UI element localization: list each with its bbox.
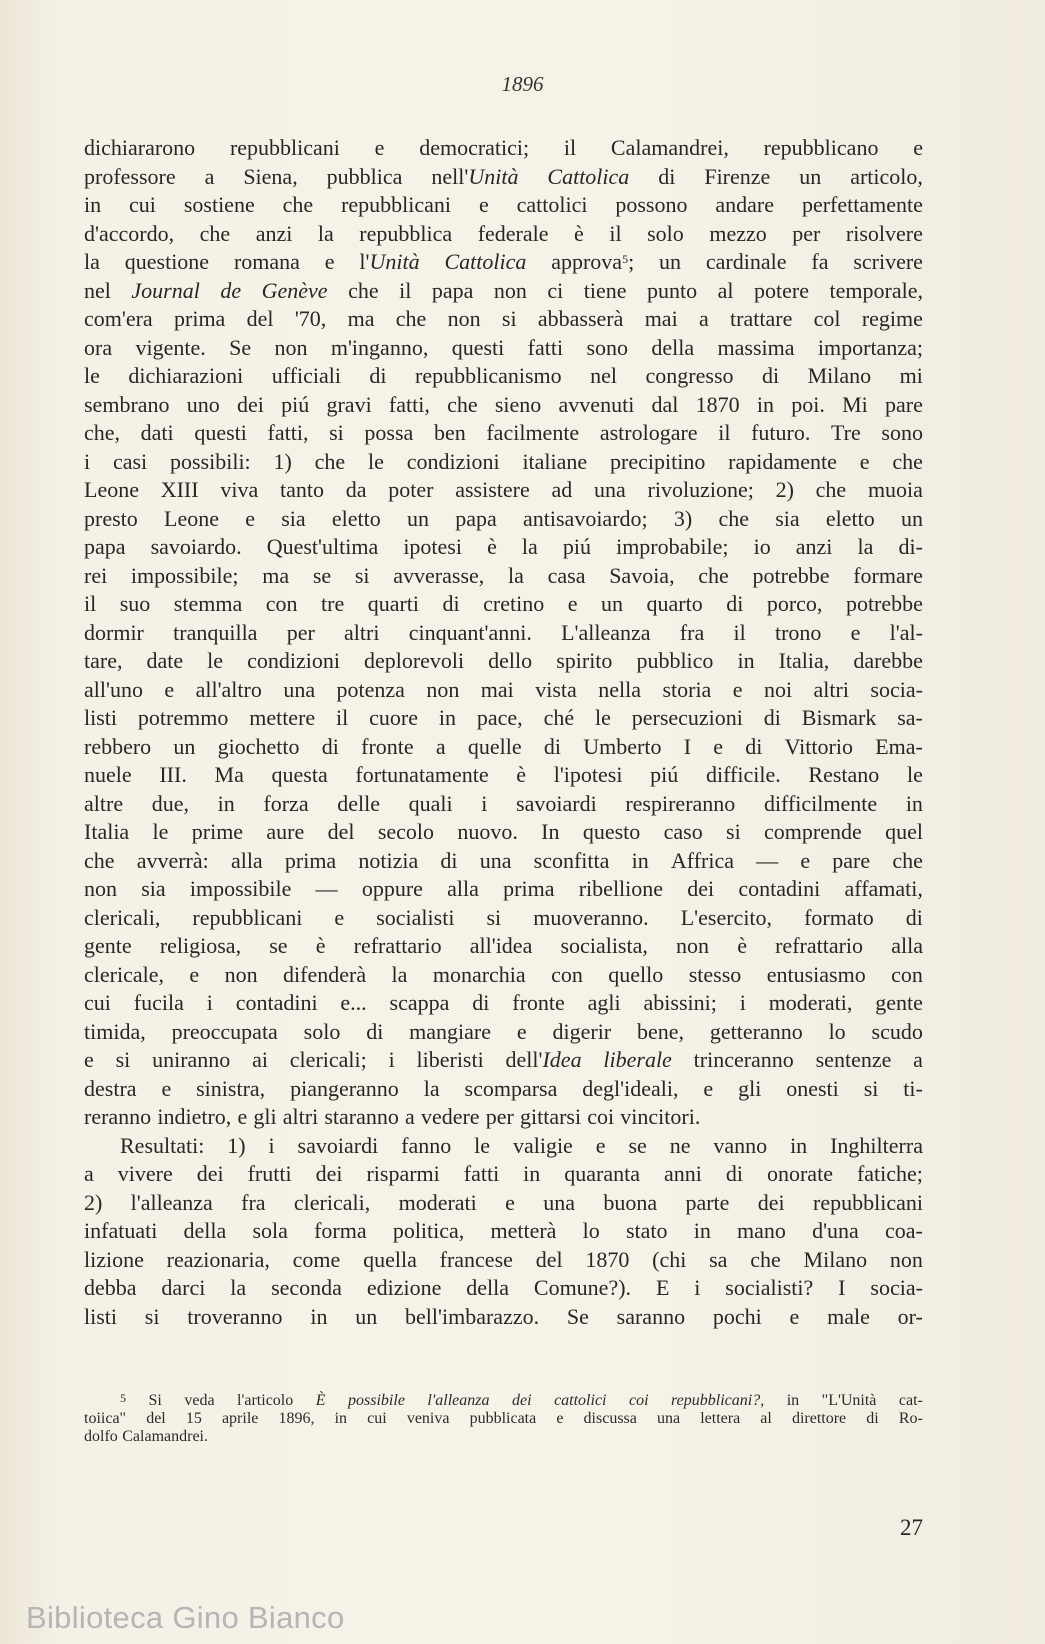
text-line: nel Journal de Genève che il papa non ci tiene punto al potere temporale, — [84, 277, 923, 303]
text-line: d'accordo, che anzi la repubblica federale è il solo mezzo per risolvere — [84, 220, 923, 246]
text-line: Resultati: 1) i savoiardi fanno le valigie e se ne vanno in Inghilterra — [120, 1132, 923, 1158]
text-line: destra e sinistra, piangeranno la scomparsa degl'ideali, e gli onesti si ti- — [84, 1075, 923, 1101]
footnote-line: toiica" del 15 aprile 1896, in cui veniva pubblicata e discussa una lettera al direttore di Ro- — [84, 1410, 923, 1427]
text-line: gente religiosa, se è refrattario all'idea socialista, non è refrattario alla — [84, 933, 923, 958]
text-line: in cui sostiene che repubblicani e cattolici possono andare perfettamente — [84, 192, 923, 217]
text-line: che avverrà: alla prima notizia di una sconfitta in Affrica — e pare che — [84, 847, 923, 873]
text-line: rei impossibile; ma se si avverasse, la casa Savoia, che potrebbe formare — [84, 562, 923, 588]
running-head: 1896 — [501, 72, 544, 96]
text-line: i casi possibili: 1) che le condizioni italiane precipitino rapidamente e che — [84, 448, 923, 474]
text-line: che, dati questi fatti, si possa ben facilmente astrologare il futuro. Tre sono — [84, 420, 923, 445]
text-line: reranno indietro, e gli altri staranno a vedere per gittarsi coi vincitori. — [84, 1104, 701, 1129]
text-line: papa savoiardo. Quest'ultima ipotesi è la piú improbabile; io anzi la di- — [84, 534, 923, 559]
text-line: tare, date le condizioni deplorevoli dello spirito pubblico in Italia, darebbe — [84, 648, 923, 673]
text-line: listi potremmo mettere il cuore in pace, ché le persecuzioni di Bismark sa- — [84, 705, 923, 730]
text-line: ora vigente. Se non m'inganno, questi fatti sono della massima importanza; — [84, 334, 923, 360]
text-line: professore a Siena, pubblica nell'Unità Cattolica di Firenze un articolo, — [84, 163, 923, 189]
text-line: sembrano uno dei piú gravi fatti, che sieno avvenuti dal 1870 in poi. Mi pare — [84, 391, 923, 417]
text-line: e si uniranno ai clericali; i liberisti dell'Idea liberale trinceranno sentenze a — [84, 1047, 923, 1072]
text-line: Leone XIII viva tanto da poter assistere ad una rivoluzione; 2) che muoia — [84, 477, 923, 502]
text-line: clericale, e non difenderà la monarchia con quello stesso entusiasmo con — [84, 961, 923, 987]
text-line: il suo stemma con tre quarti di cretino e un quarto di porco, potrebbe — [84, 591, 923, 616]
text-line: dormir tranquilla per altri cinquant'anni. L'alleanza fra il trono e l'al- — [84, 619, 923, 645]
text-line: debba darci la seconda edizione della Comune?). E i socialisti? I socia- — [84, 1275, 923, 1300]
body-text — [84, 134, 923, 1331]
text-line: timida, preoccupata solo di mangiare e digerir bene, getteranno lo scudo — [84, 1018, 923, 1044]
text-line: Italia le prime aure del secolo nuovo. In questo caso si comprende quel — [84, 819, 923, 844]
footnote-line: $^5$ Si veda l'articolo È possibile l'alleanza dei cattolici coi repubblicani?, in "L'Unità cat- — [120, 1391, 923, 1409]
footnote-line: dolfo Calamandrei. — [84, 1428, 208, 1445]
text-line: infatuati della sola forma politica, metterà lo stato in mano d'una coa- — [84, 1218, 923, 1243]
text-line: all'uno e all'altro una potenza non mai vista nella storia e noi altri socia- — [84, 676, 923, 702]
text-line: la questione romana e l'Unità Cattolica approva$^5$; un cardinale fa scrivere — [84, 249, 923, 274]
text-line: presto Leone e sia eletto un papa antisavoiardo; 3) che sia eletto un — [84, 505, 923, 531]
text-line: cui fucila i contadini e... scappa di fronte agli abissini; i moderati, gente — [84, 990, 923, 1015]
footnote — [84, 1392, 923, 1446]
text-line: nuele III. Ma questa fortunatamente è l'ipotesi piú difficile. Restano le — [84, 762, 923, 787]
text-line: non sia impossibile — oppure alla prima ribellione dei contadini affamati, — [84, 876, 923, 901]
text-line: lizione reazionaria, come quella francese del 1870 (chi sa che Milano non — [84, 1246, 923, 1272]
text-line: listi si troveranno in un bell'imbarazzo. Se saranno pochi e male or- — [84, 1303, 923, 1329]
text-line: altre due, in forza delle quali i savoiardi respireranno difficilmente in — [84, 790, 923, 816]
text-line: dichiararono repubblicani e democratici; il Calamandrei, repubblicano e — [84, 135, 923, 160]
text-line: 2) l'alleanza fra clericali, moderati e una buona parte dei repubblicani — [84, 1189, 923, 1215]
page-number: 27 — [900, 1515, 923, 1540]
text-line: rebbero un giochetto di fronte a quelle di Umberto I e di Vittorio Ema- — [84, 733, 923, 759]
text-line: com'era prima del '70, ma che non si abbasserà mai a trattare col regime — [84, 306, 923, 331]
library-watermark: Biblioteca Gino Bianco — [26, 1600, 345, 1635]
text-line: clericali, repubblicani e socialisti si muoveranno. L'esercito, formato di — [84, 904, 923, 930]
text-line: a vivere dei frutti dei risparmi fatti in quaranta anni di onorate fatiche; — [84, 1161, 923, 1186]
text-line: le dichiarazioni ufficiali di repubblicanismo nel congresso di Milano mi — [84, 363, 923, 388]
